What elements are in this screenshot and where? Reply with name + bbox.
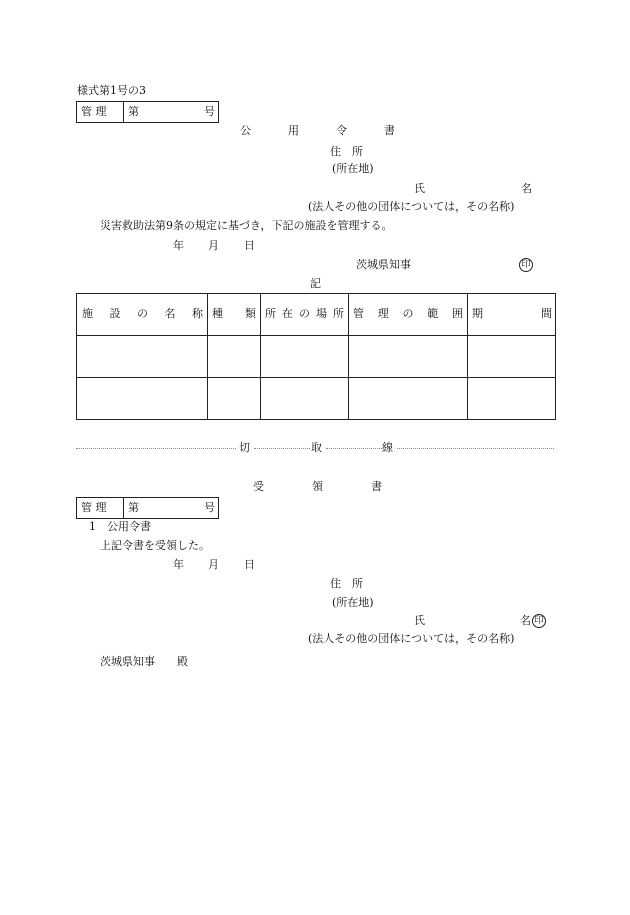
receipt-title-char-1: 受 xyxy=(253,480,264,493)
table-column-divider xyxy=(207,294,208,419)
receipt-name-label-left: 氏 xyxy=(414,614,425,627)
cut-line-segment xyxy=(326,448,382,449)
table-row-divider xyxy=(77,377,555,378)
order-date-month: 月 xyxy=(208,239,219,252)
order-address-label: 住 所 xyxy=(330,145,363,158)
table-header-management-scope: 管 理 の 範 囲 xyxy=(353,307,463,320)
cut-line-char-3: 線 xyxy=(382,441,393,454)
cut-line-char-1: 切 xyxy=(239,441,250,454)
cut-line-segment xyxy=(76,448,236,449)
receipt-corporate-note: (法人その他の団体については，その名称) xyxy=(308,632,515,645)
receipt-management-number-box xyxy=(76,497,219,519)
management-number-suffix: 号 xyxy=(204,501,215,514)
order-title-char-3: 令 xyxy=(336,124,347,137)
order-location-label: (所在地) xyxy=(332,162,374,175)
order-date-year: 年 xyxy=(173,239,184,252)
order-date-day: 日 xyxy=(244,239,255,252)
management-number-suffix: 号 xyxy=(204,105,215,118)
cut-line-char-2: 取 xyxy=(311,441,322,454)
management-label: 管 理 xyxy=(81,501,107,514)
table-row-divider xyxy=(77,335,555,336)
table-column-divider xyxy=(260,294,261,419)
table-column-divider xyxy=(467,294,468,419)
order-title-char-1: 公 xyxy=(240,124,251,137)
table-column-divider xyxy=(348,294,349,419)
receipt-seal-icon: 印 xyxy=(532,614,546,628)
receipt-date-year: 年 xyxy=(173,558,184,571)
table-header-location: 所 在 の 場 所 xyxy=(265,307,344,320)
management-number-prefix: 第 xyxy=(128,501,139,514)
management-divider xyxy=(123,498,124,518)
order-title-char-2: 用 xyxy=(288,124,299,137)
management-label: 管 理 xyxy=(81,105,107,118)
receipt-addressee: 茨城県知事 殿 xyxy=(100,655,188,668)
receipt-title-char-2: 領 xyxy=(312,480,323,493)
receipt-address-label: 住 所 xyxy=(330,577,363,590)
receipt-location-label: (所在地) xyxy=(332,596,374,609)
receipt-date-day: 日 xyxy=(244,558,255,571)
receipt-name-label-right: 名 xyxy=(520,614,531,627)
order-body-text: 災害救助法第9条の規定に基づき，下記の施設を管理する。 xyxy=(100,219,393,232)
table-header-type: 種 類 xyxy=(212,307,256,320)
receipt-item: 1 公用令書 xyxy=(89,520,151,533)
order-name-label-right: 名 xyxy=(521,182,532,195)
table-header-period: 期 間 xyxy=(472,307,552,320)
management-divider xyxy=(123,102,124,122)
order-corporate-note: (法人その他の団体については，その名称) xyxy=(308,200,515,213)
receipt-body-text: 上記令書を受領した。 xyxy=(100,539,210,552)
cut-line-segment xyxy=(254,448,310,449)
facility-table xyxy=(76,293,556,420)
management-number-prefix: 第 xyxy=(128,105,139,118)
cut-line-segment xyxy=(397,448,554,449)
receipt-date-month: 月 xyxy=(208,558,219,571)
receipt-title-char-3: 書 xyxy=(371,480,382,493)
order-name-label-left: 氏 xyxy=(414,182,425,195)
management-number-box xyxy=(76,101,219,123)
order-issuer: 茨城県知事 xyxy=(356,258,411,271)
order-title-char-4: 書 xyxy=(384,124,395,137)
order-seal-icon: 印 xyxy=(519,258,533,272)
form-number: 様式第1号の3 xyxy=(77,84,146,97)
order-ki-label: 記 xyxy=(310,277,321,290)
table-header-facility-name: 施 設 の 名 称 xyxy=(82,307,203,320)
